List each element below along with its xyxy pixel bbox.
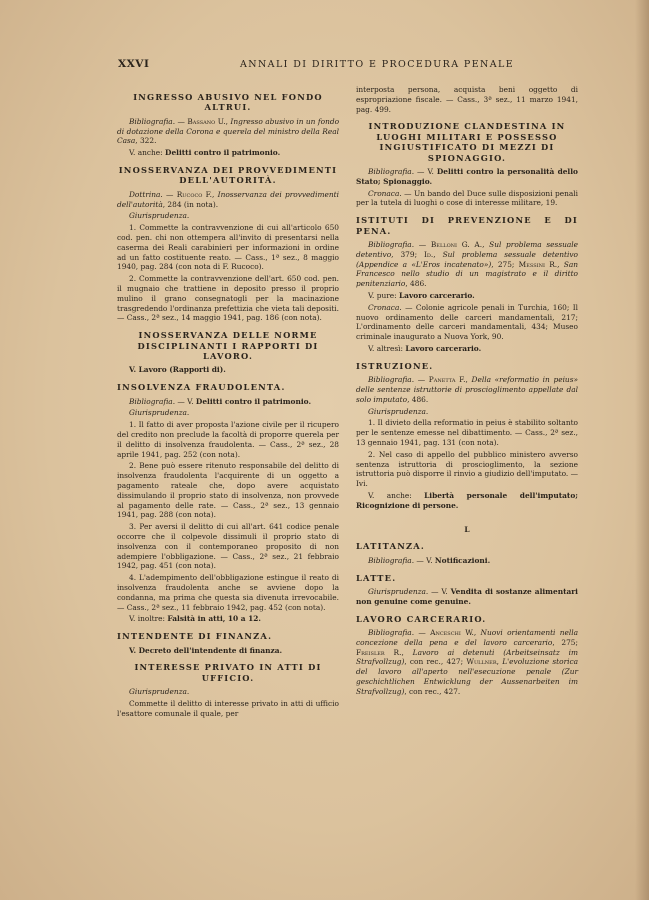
page-number: XXVI bbox=[118, 58, 150, 70]
case-entry: Commette il delitto di interesse privato in atti di ufficio l'esattore comunale il quale, per bbox=[117, 698, 339, 718]
left-column bbox=[117, 85, 339, 721]
bibliography: Bibliografia. — Anceschi W., Nuovi orientamenti nella concezione della pena e del lavoro carcerario, 275; Freisler R., Lavoro ai detenuti (Arbeitseinsatz im Strafvollzug), con rec., 427; Wullner, L'evoluzione storica del lavoro all'aperto nell'esecuzione penale (Zur geschichtlichen Entwicklung der Aussenarbeiten im Strafvollzug), con rec., 427. bbox=[356, 627, 579, 696]
entry-heading: ISTRUZIONE. bbox=[356, 360, 434, 371]
entry-heading: LAVORO CARCERARIO. bbox=[356, 613, 487, 624]
entry-heading: INTENDENTE DI FINANZA. bbox=[117, 631, 273, 642]
chronicle: Cronaca. — Colonie agricole penali in Turchia, 160; Il nuovo ordinamento delle carceri mandamentali, 217; L'ordinamento delle carceri mandamentali, 434; Museo criminale inaugurato a Nuova York, 90. bbox=[356, 302, 578, 342]
right-column bbox=[356, 85, 578, 699]
running-header bbox=[118, 58, 586, 72]
chronicle: Cronaca. — Un bando del Duce sulle disposizioni penali per la tutela di luoghi o cose di interesse militare, 19. bbox=[356, 188, 578, 208]
case-entry: 4. L'adempimento dell'obbligazione estingue il reato di insolvenza fraudolenta anche se avviene dopo la condanna, ma prima che questa sia divenuta irrevocabile. — Cass., 2ª sez., 11 febbraio 1942, pag. 452 (con nota). bbox=[117, 573, 339, 612]
entry-heading: INOSSERVANZA DELLE NORME DISCIPLINANTI I RAPPORTI DI LAVORO. bbox=[137, 330, 319, 361]
entry-heading: INOSSERVANZA DEI PROVVEDIMENTI DELL'AUTORITÀ. bbox=[118, 165, 338, 186]
entry-heading: INSOLVENZA FRAUDOLENTA. bbox=[117, 382, 286, 393]
entry-heading: INTRODUZIONE CLANDESTINA IN LUOGHI MILITARI E POSSESSO INGIUSTIFICATO DI MEZZI DI SPIONAGGIO. bbox=[368, 121, 566, 163]
see-also: V. anche: Libertà personale dell'imputato; Ricognizione di persone. bbox=[356, 490, 578, 510]
see-also: V. altresì: Lavoro carcerario. bbox=[368, 343, 482, 353]
bibliography: Bibliografia. — Belloni G. A., Sul problema sessuale detentivo, 379; Id., Sul problema sessuale detentivo (Appendice a «L'Eros incatenato»), 275; Messini R., San Francesco nello studio di un magistrato e il diritto penitenziario, 486. bbox=[356, 240, 579, 289]
page-shadow bbox=[635, 0, 649, 900]
case-entry: 2. Commette la contravvenzione dell'art. 650 cod. pen. il mugnaio che trattiene in deposito presso il proprio mulino il grano consegnatogli per la macinazione trasgredendo l'ordinanza prefettizia che vieta tali depositi. — Cass., 2ª sez., 14 maggio 1941, pag. 186 (con nota). bbox=[117, 274, 339, 323]
entry-heading: INGRESSO ABUSIVO NEL FONDO ALTRUI. bbox=[133, 92, 323, 113]
entry-heading: LATITANZA. bbox=[356, 541, 425, 552]
bibliography: Bibliografia. — Bassano U., Ingresso abusivo in un fondo di dotazione della Corona e querela del ministro della Real Casa, 322. bbox=[117, 116, 340, 146]
jurisprudence-label: Giurisprudenza. bbox=[368, 406, 429, 416]
entry-heading: INTERESSE PRIVATO IN ATTI DI UFFICIO. bbox=[134, 662, 322, 683]
section-letter: L bbox=[464, 524, 470, 534]
bibliography: Bibliografia. — V. Notificazioni. bbox=[368, 555, 491, 565]
bibliography: Bibliografia. — V. Delitti contro la personalità dello Stato; Spionaggio. bbox=[356, 167, 578, 186]
jurisprudence: Giurisprudenza. — V. Vendita di sostanze alimentari non genuine come genuine. bbox=[356, 586, 578, 606]
case-entry: 3. Per aversi il delitto di cui all'art. 641 codice penale occorre che il colpevole dissimuli il proprio stato di insolvenza con il contemporaneo proposito di non adempiere l'obbligazione. — Cass., 2ª sez., 21 febbraio 1942, pag. 451 (con nota). bbox=[117, 522, 339, 571]
see-also: V. Lavoro (Rapporti di). bbox=[129, 365, 226, 375]
see-also: V. inoltre: Falsità in atti, 10 a 12. bbox=[129, 614, 261, 624]
jurisprudence-label: Giurisprudenza. bbox=[129, 408, 190, 418]
doctrine: Dottrina. — Rucoco F., Inosservanza dei provvedimenti dell'autorità, 284 (in nota). bbox=[117, 189, 339, 209]
case-entry: 1. Il divieto della reformatio in peius è stabilito soltanto per le sentenze emesse nel dibattimento. — Cass., 2ª sez., 13 gennaio 1941, pag. 131 (con nota). bbox=[356, 418, 578, 447]
case-entry-continued: interposta persona, acquista beni oggetto di espropriazione fiscale. — Cass., 3ª sez., 11 marzo 1941, pag. 499. bbox=[356, 85, 578, 114]
see-also: V. pure: Lavoro carcerario. bbox=[368, 291, 475, 300]
case-entry: 2. Bene può essere ritenuto responsabile del delitto di insolvenza fraudolenta l'acquirente di un oggetto a pagamento rateale che, dopo avere acquistato dissimulando il proprio stato di insolvenza, non provvede al pagamento delle rate. — Cass., 2ª sez., 13 gennaio 1941, pag. 288 (con nota). bbox=[117, 461, 339, 520]
entry-heading: ISTITUTI DI PREVENZIONE E DI PENA. bbox=[356, 215, 578, 236]
bibliography: Bibliografia. — Panetta F., Della «reformatio in peius» delle sentenze istruttorie di proscioglimento appellate dal solo imputato, 486. bbox=[356, 375, 579, 404]
jurisprudence-label: Giurisprudenza. bbox=[129, 687, 190, 697]
see-also: V. anche: Delitti contro il patrimonio. bbox=[129, 148, 281, 158]
running-title: ANNALI DI DIRITTO E PROCEDURA PENALE bbox=[240, 59, 515, 70]
case-entry: 1. Commette la contravvenzione di cui all'articolo 650 cod. pen. chi non ottempera all'invito di presentarsi nella caserma dei Reali carabinieri per informazioni in ordine ad un fatto costituente reato. — Cass., 1ª sez., 8 maggio 1940, pag. 284 (con nota di F. Rucoco). bbox=[117, 223, 339, 272]
jurisprudence-label: Giurisprudenza. bbox=[129, 211, 190, 221]
entry-heading: LATTE. bbox=[356, 572, 397, 583]
see-also: V. Decreto dell'intendente di finanza. bbox=[129, 645, 283, 655]
case-entry: 1. Il fatto di aver proposta l'azione civile per il ricupero del credito non preclude la facoltà di proporre querela per il delitto di insolvenza fraudolenta. — Cass., 2ª sez., 28 aprile 1941, pag. 252 (con nota). bbox=[117, 420, 339, 459]
case-entry: 2. Nel caso di appello del pubblico ministero avverso sentenza istruttoria di proscioglimento, la sezione istruttoria può disporre il rinvio a giudizio dell'imputato. — Ivi. bbox=[356, 449, 578, 489]
bibliography: Bibliografia. — V. Delitti contro il patrimonio. bbox=[129, 396, 312, 406]
